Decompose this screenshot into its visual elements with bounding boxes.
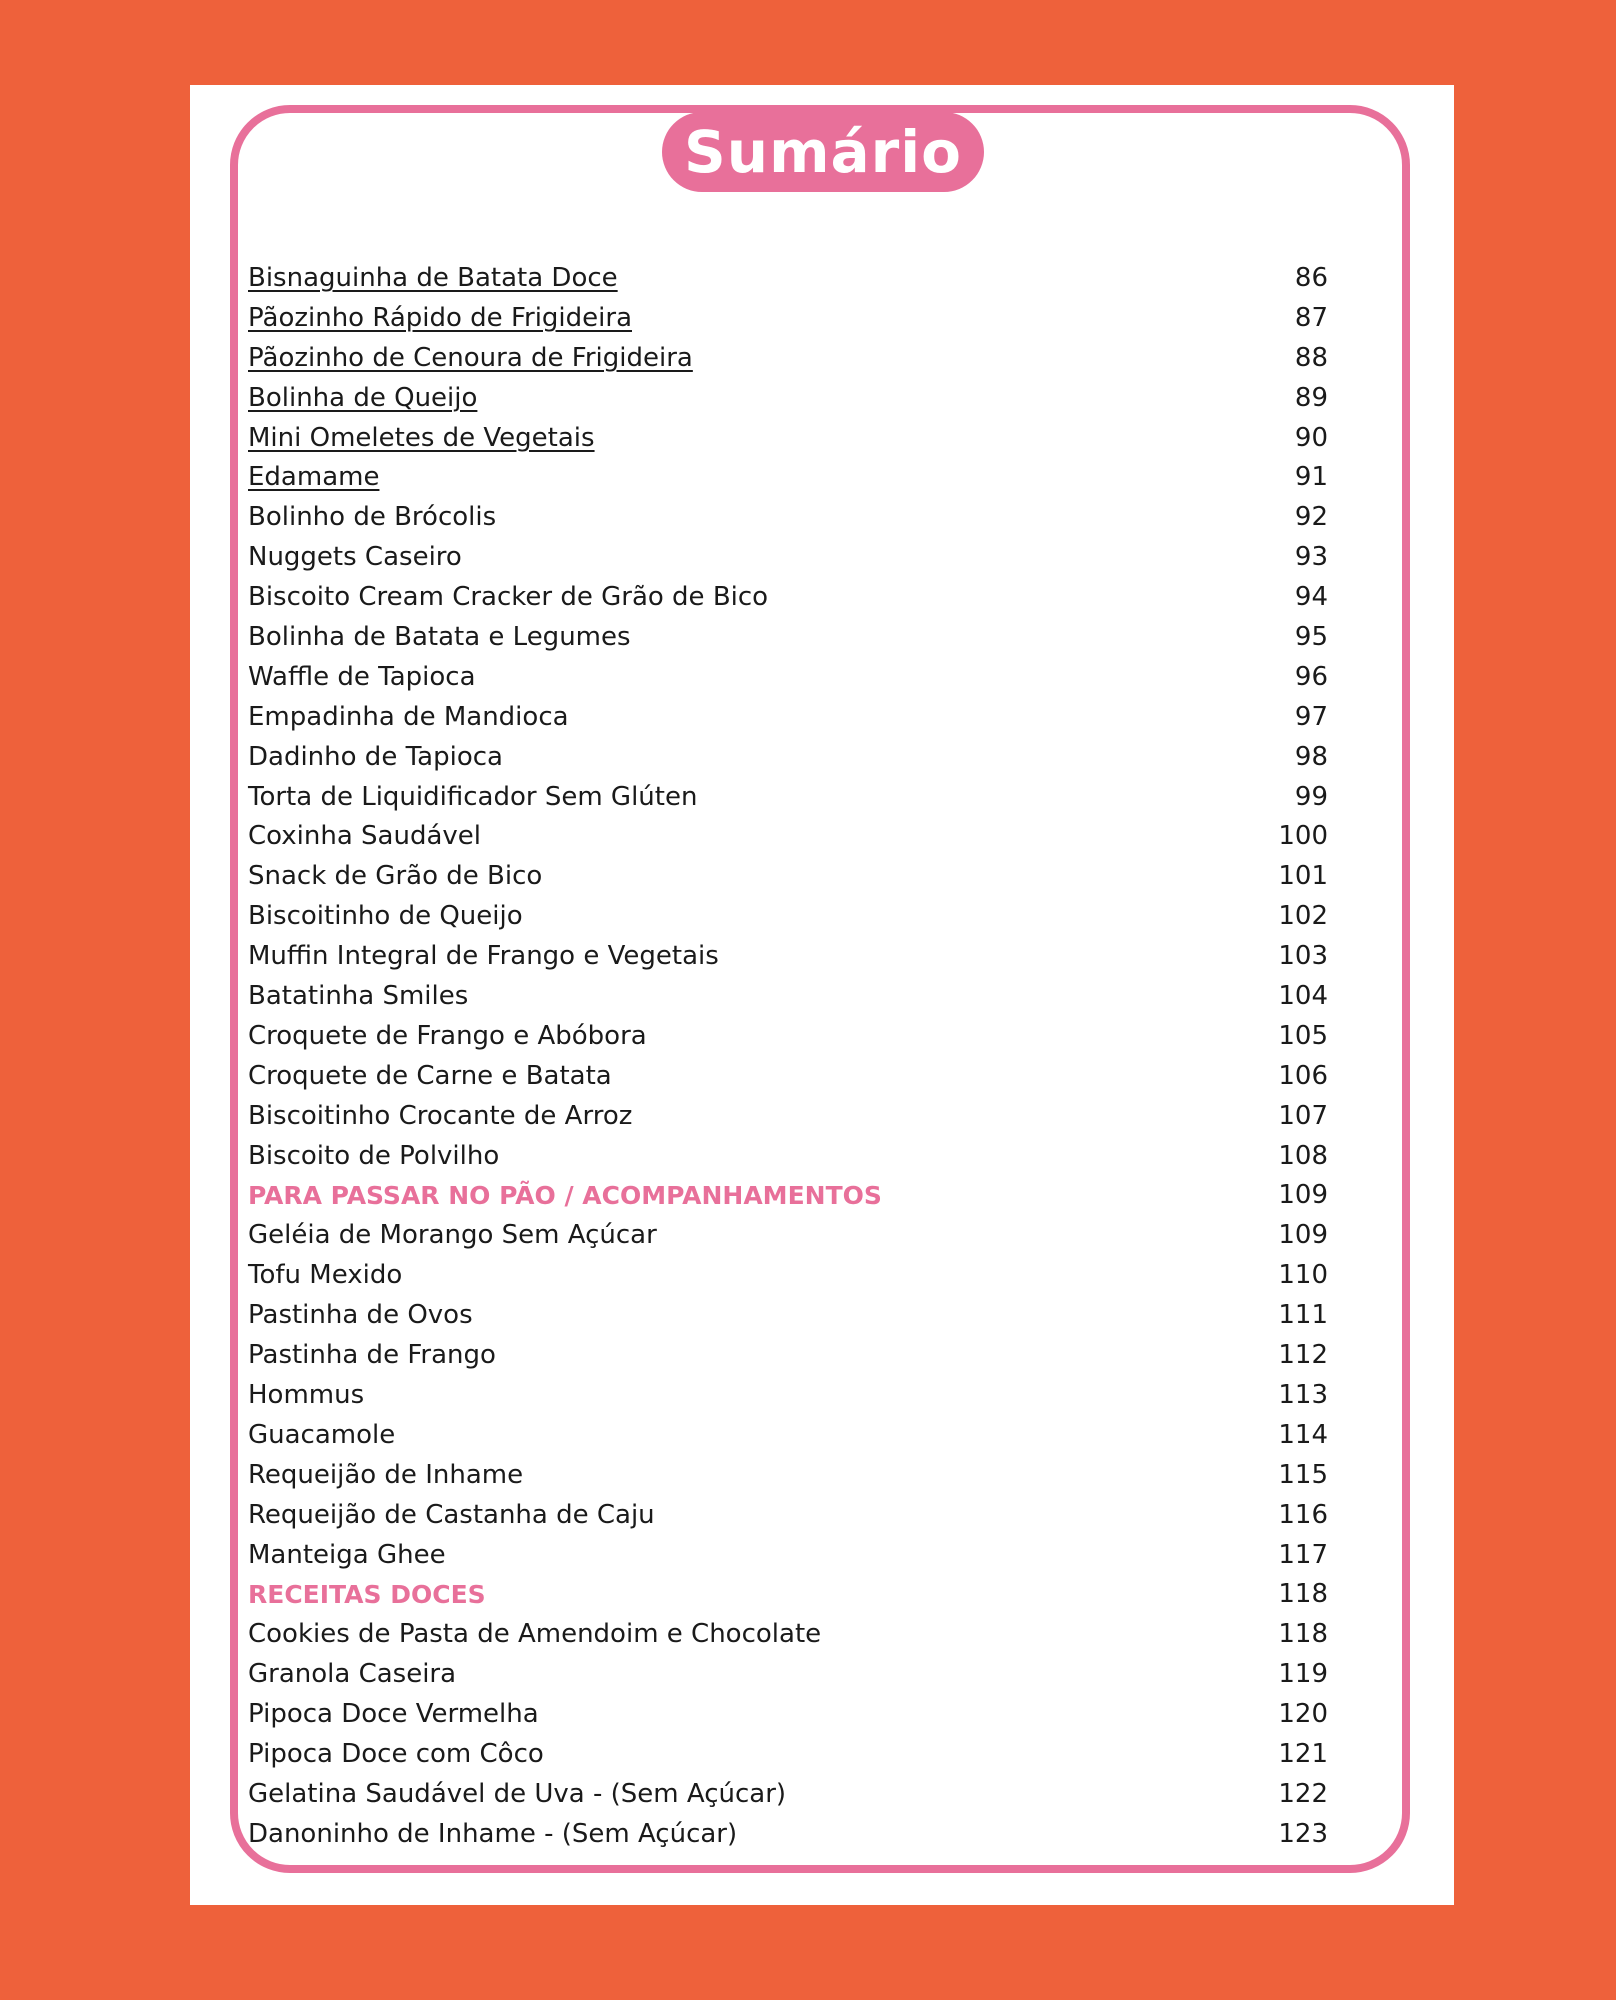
toc-entry[interactable] xyxy=(248,299,1358,339)
toc-entry-title: Batatinha Smiles xyxy=(248,981,469,1012)
toc-entry xyxy=(248,578,1358,618)
toc-entry-title: Biscoito de Polvilho xyxy=(248,1140,500,1171)
toc-page-number: 120 xyxy=(1278,1699,1328,1730)
toc-entry xyxy=(248,1296,1358,1336)
toc-entry-title: Muffin Integral de Frango e Vegetais xyxy=(248,941,719,972)
toc-entry-title: Cookies de Pasta de Amendoim e Chocolate xyxy=(248,1619,822,1650)
toc-entry-title: Croquete de Frango e Abóbora xyxy=(248,1020,647,1051)
toc-page-number: 116 xyxy=(1278,1499,1328,1530)
toc-entry-title: Pastinha de Frango xyxy=(248,1340,496,1371)
toc-entry-title: Bolinha de Batata e Legumes xyxy=(248,622,631,653)
toc-entry xyxy=(248,1256,1358,1296)
toc-page-number: 110 xyxy=(1278,1260,1328,1291)
toc-entry-title: Croquete de Carne e Batata xyxy=(248,1060,612,1091)
toc-page-number: 100 xyxy=(1278,821,1328,852)
table-of-contents xyxy=(248,259,1358,1855)
toc-entry xyxy=(248,1137,1358,1177)
toc-entry xyxy=(248,1057,1358,1097)
toc-entry xyxy=(248,658,1358,698)
toc-entry xyxy=(248,1695,1358,1735)
toc-entry xyxy=(248,1775,1358,1815)
toc-page-number: 104 xyxy=(1278,981,1328,1012)
toc-entry xyxy=(248,1376,1358,1416)
toc-entry-link[interactable]: Pãozinho Rápido de Frigideira xyxy=(248,302,632,333)
toc-entry-link[interactable]: Mini Omeletes de Vegetais xyxy=(248,422,595,453)
toc-entry-title: Dadinho de Tapioca xyxy=(248,741,503,772)
toc-page-number: 111 xyxy=(1278,1300,1328,1331)
toc-page-number: 91 xyxy=(1294,462,1328,493)
toc-page-number: 89 xyxy=(1294,382,1328,413)
toc-entry xyxy=(248,1655,1358,1695)
toc-page-number: 113 xyxy=(1278,1379,1328,1410)
toc-entry xyxy=(248,817,1358,857)
toc-entry-link[interactable]: Bisnaguinha de Batata Doce xyxy=(248,263,618,293)
toc-page-number: 115 xyxy=(1278,1459,1328,1490)
toc-page-number: 118 xyxy=(1278,1579,1328,1610)
document-page xyxy=(190,85,1454,1905)
toc-entry xyxy=(248,977,1358,1017)
toc-page-number: 86 xyxy=(1294,263,1328,293)
toc-entry xyxy=(248,1216,1358,1256)
page-title: Sumário xyxy=(662,112,984,192)
toc-entry-title: PARA PASSAR NO PÃO / ACOMPANHAMENTOS xyxy=(248,1181,882,1211)
toc-page-number: 107 xyxy=(1278,1100,1328,1131)
toc-section-heading xyxy=(248,1176,1358,1216)
toc-entry-title: Requeijão de Inhame xyxy=(248,1459,524,1490)
toc-page-number: 99 xyxy=(1294,781,1328,812)
toc-entry-title: Tofu Mexido xyxy=(248,1260,403,1291)
toc-entry-title: Hommus xyxy=(248,1379,365,1410)
toc-page-number: 121 xyxy=(1278,1738,1328,1769)
toc-entry xyxy=(248,1336,1358,1376)
toc-entry xyxy=(248,1097,1358,1137)
toc-page-number: 103 xyxy=(1278,941,1328,972)
toc-page-number: 90 xyxy=(1294,422,1328,453)
toc-page-number: 93 xyxy=(1294,542,1328,573)
toc-page-number: 123 xyxy=(1278,1818,1328,1849)
toc-entry-title: Snack de Grão de Bico xyxy=(248,861,543,892)
toc-entry-title: Guacamole xyxy=(248,1419,396,1450)
toc-section-heading xyxy=(248,1575,1358,1615)
toc-entry xyxy=(248,857,1358,897)
toc-entry-link[interactable]: Bolinha de Queijo xyxy=(248,382,478,413)
toc-page-number: 106 xyxy=(1278,1060,1328,1091)
toc-entry[interactable] xyxy=(248,458,1358,498)
toc-entry xyxy=(248,1017,1358,1057)
toc-entry xyxy=(248,937,1358,977)
toc-entry-title: RECEITAS DOCES xyxy=(248,1580,486,1610)
toc-entry xyxy=(248,1496,1358,1536)
toc-entry xyxy=(248,698,1358,738)
toc-entry-title: Bolinho de Brócolis xyxy=(248,502,497,533)
toc-page-number: 109 xyxy=(1278,1220,1328,1251)
toc-page-number: 118 xyxy=(1278,1619,1328,1650)
toc-entry xyxy=(248,1416,1358,1456)
toc-entry-title: Coxinha Saudável xyxy=(248,821,481,852)
toc-page-number: 122 xyxy=(1278,1778,1328,1809)
toc-entry[interactable] xyxy=(248,339,1358,379)
toc-entry-title: Torta de Liquidificador Sem Glúten xyxy=(248,781,698,812)
toc-page-number: 112 xyxy=(1278,1340,1328,1371)
toc-entry-title: Pipoca Doce Vermelha xyxy=(248,1699,539,1730)
toc-page-number: 88 xyxy=(1294,342,1328,373)
toc-entry xyxy=(248,738,1358,778)
toc-entry-title: Biscoitinho Crocante de Arroz xyxy=(248,1100,633,1131)
toc-entry xyxy=(248,618,1358,658)
toc-entry-title: Biscoito Cream Cracker de Grão de Bico xyxy=(248,582,769,613)
toc-entry-title: Gelatina Saudável de Uva - (Sem Açúcar) xyxy=(248,1778,787,1809)
toc-page-number: 94 xyxy=(1294,582,1328,613)
toc-entry-title: Manteiga Ghee xyxy=(248,1539,446,1570)
toc-page-number: 101 xyxy=(1278,861,1328,892)
toc-page-number: 102 xyxy=(1278,901,1328,932)
toc-page-number: 114 xyxy=(1278,1419,1328,1450)
toc-entry-title: Nuggets Caseiro xyxy=(248,542,462,573)
toc-entry xyxy=(248,778,1358,818)
toc-entry[interactable] xyxy=(248,259,1358,299)
toc-entry-title: Biscoitinho de Queijo xyxy=(248,901,523,932)
toc-entry xyxy=(248,1815,1358,1855)
toc-page-number: 108 xyxy=(1278,1140,1328,1171)
toc-page-number: 119 xyxy=(1278,1659,1328,1690)
toc-entry-title: Pipoca Doce com Côco xyxy=(248,1738,544,1769)
toc-page-number: 117 xyxy=(1278,1539,1328,1570)
toc-page-number: 87 xyxy=(1294,302,1328,333)
toc-entry-title: Geléia de Morango Sem Açúcar xyxy=(248,1220,657,1251)
toc-page-number: 97 xyxy=(1294,701,1328,732)
toc-entry[interactable] xyxy=(248,379,1358,419)
toc-entry-title: Waffle de Tapioca xyxy=(248,661,476,692)
toc-entry[interactable] xyxy=(248,419,1358,459)
toc-entry-title: Danoninho de Inhame - (Sem Açúcar) xyxy=(248,1818,738,1849)
toc-page-number: 95 xyxy=(1294,622,1328,653)
toc-entry-link[interactable]: Edamame xyxy=(248,462,380,493)
toc-page-number: 98 xyxy=(1294,741,1328,772)
toc-entry xyxy=(248,1615,1358,1655)
toc-entry-link[interactable]: Pãozinho de Cenoura de Frigideira xyxy=(248,342,693,373)
toc-entry xyxy=(248,897,1358,937)
toc-entry-title: Empadinha de Mandioca xyxy=(248,701,569,732)
toc-page-number: 109 xyxy=(1278,1180,1328,1211)
toc-page-number: 105 xyxy=(1278,1020,1328,1051)
toc-entry xyxy=(248,1735,1358,1775)
toc-entry xyxy=(248,538,1358,578)
toc-entry xyxy=(248,1456,1358,1496)
toc-entry xyxy=(248,498,1358,538)
toc-entry-title: Granola Caseira xyxy=(248,1659,457,1690)
toc-entry-title: Pastinha de Ovos xyxy=(248,1300,473,1331)
toc-page-number: 96 xyxy=(1294,661,1328,692)
toc-page-number: 92 xyxy=(1294,502,1328,533)
toc-entry-title: Requeijão de Castanha de Caju xyxy=(248,1499,655,1530)
toc-entry xyxy=(248,1536,1358,1576)
